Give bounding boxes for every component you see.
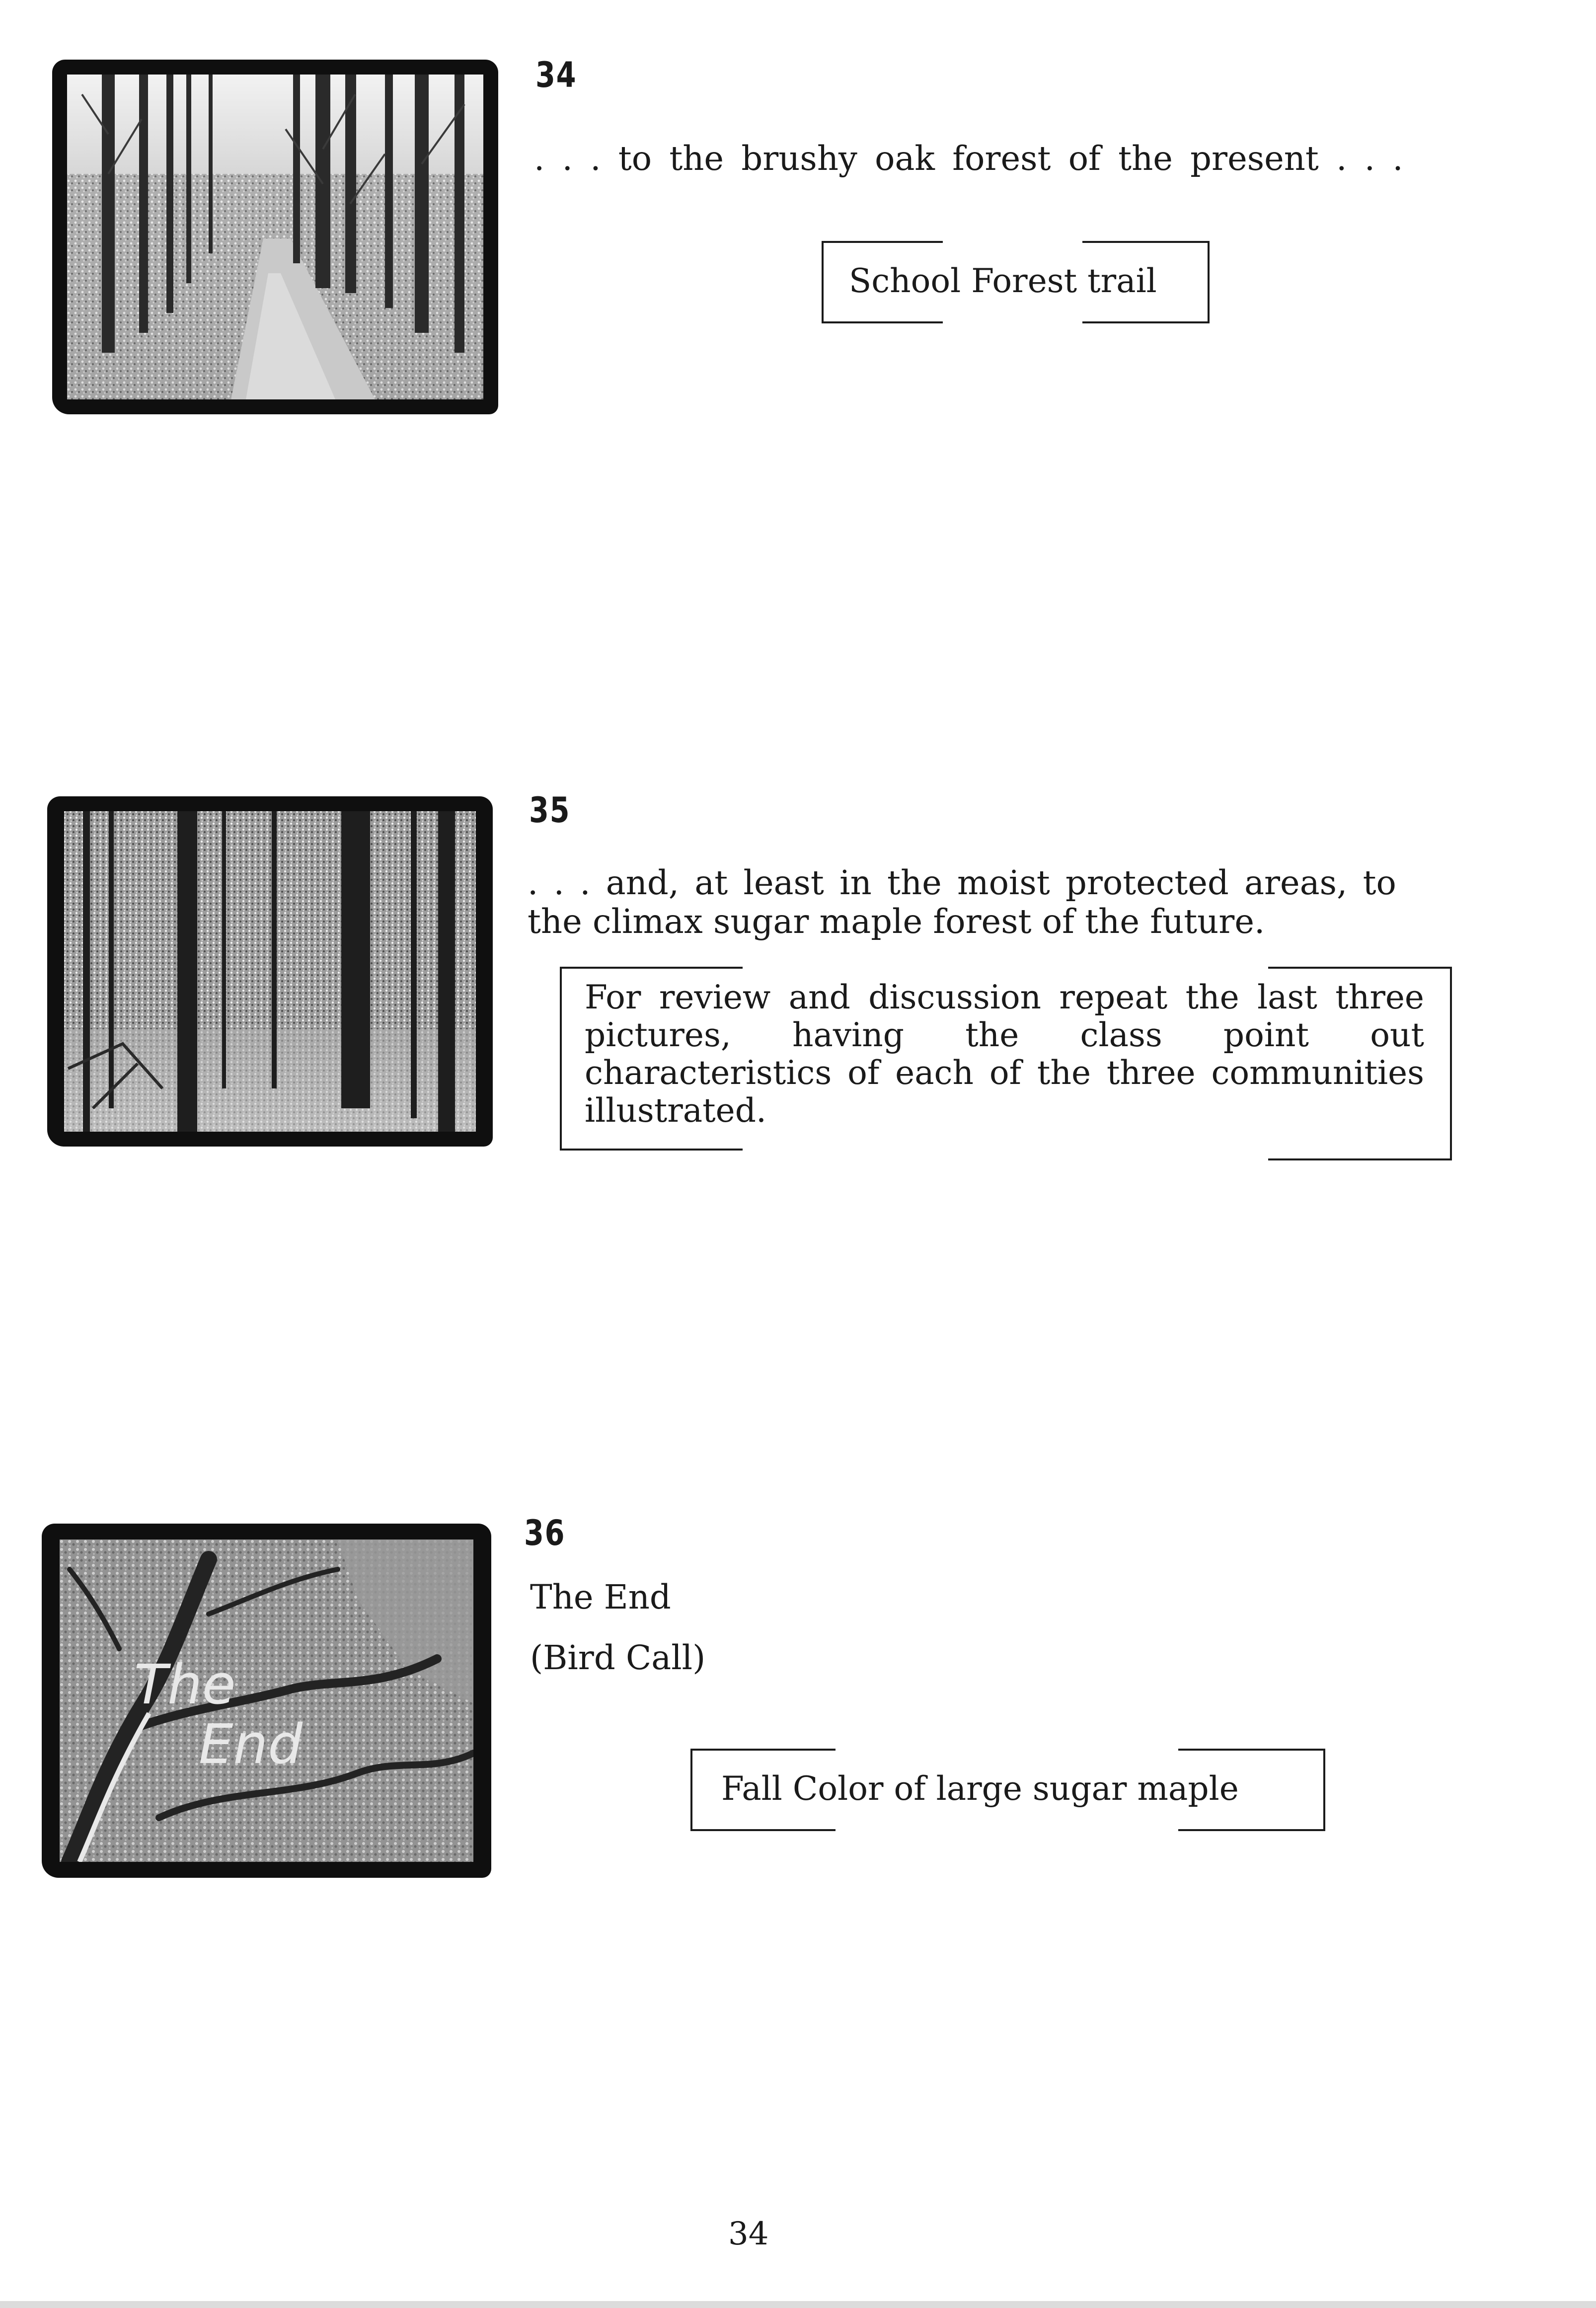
slide-35-narration-line1: . . . and, at least in the moist protected areas, to	[528, 863, 1396, 902]
slide-35-review-note-box	[560, 967, 1452, 1160]
slide-number-34: 34	[535, 55, 577, 95]
slide-36-caption-box	[690, 1749, 1325, 1831]
slide-36-narration-line2: (Bird Call)	[530, 1638, 706, 1677]
slide-36-caption: Fall Color of large sugar maple	[721, 1769, 1239, 1808]
slide-36-photo-frame	[42, 1524, 491, 1878]
slide-35-narration-line2: the climax sugar maple forest of the future.	[528, 902, 1265, 941]
scan-edge	[0, 2301, 1596, 2308]
forest-trail-photo	[67, 75, 483, 399]
slide-34-caption: School Forest trail	[849, 262, 1157, 300]
slide-34-narration: . . . to the brushy oak forest of the present . . .	[534, 139, 1403, 178]
slide-number-35: 35	[529, 790, 571, 831]
slide-36-overlay-end: End	[199, 1712, 303, 1776]
maple-forest-photo	[63, 810, 477, 1133]
slide-34-caption-box	[822, 241, 1210, 323]
page-number: 34	[728, 2216, 769, 2252]
sugar-maple-canopy-photo	[60, 1539, 473, 1862]
slide-35-photo-frame	[47, 796, 493, 1147]
slide-36-overlay-the: The	[134, 1653, 236, 1716]
slide-number-36: 36	[524, 1513, 566, 1553]
slide-35-review-note: For review and discussion repeat the last three pictures, having the class point out characteristics of each of the three communities illustrated.	[585, 978, 1424, 1130]
slide-34-photo-frame	[52, 60, 498, 414]
slide-36-narration-line1: The End	[530, 1578, 671, 1616]
